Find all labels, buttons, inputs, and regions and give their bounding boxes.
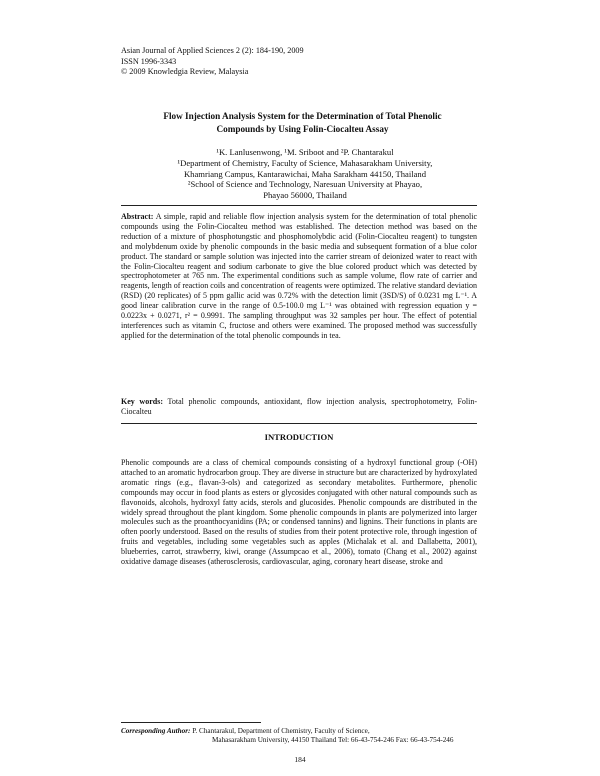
journal-copyright: © 2009 Knowledgia Review, Malaysia [121, 67, 249, 77]
keywords-label: Key words: [121, 397, 163, 406]
author-names: ¹K. Lanlusenwong, ¹M. Sriboot and ²P. Chantarakul [216, 147, 394, 157]
footnote-rule [121, 722, 261, 723]
corresponding-author [121, 727, 477, 745]
corresponding-line1: P. Chantarakul, Department of Chemistry, Faculty of Science, [192, 727, 370, 735]
journal-info [121, 46, 304, 78]
abstract-top-rule [121, 205, 477, 206]
keywords [121, 397, 477, 417]
paper-title: Flow Injection Analysis System for the Determination of Total Phenolic Compounds by Using Folin-Ciocalteu Assay [163, 111, 442, 134]
abstract-text: A simple, rapid and reliable flow injection analysis system for the determination of total phenolic compounds using the Folin-Ciocalteu method was established. The detection method was based on the reduction of a mixture of phosphotungstic and phosphomolybdic acid (Folin-Ciocalteu reagent) to tungsten and molybdenum oxide by phenolic compounds in the basic media and subsequent formation of a blue color product. The standard or sample solution was injected into the carrier stream of deionized water to react with the Folin-Ciocalteu reagent and sodium carbonate to give the blue colored product which was detected by spectrophotometer at 765 nm. The experimental conditions such as sample volume, flow rate of carrier and reagents, length of reaction coils and concentration of reagents were optimized. The relative standard deviation (RSD) (20 replicates) of 5 ppm gallic acid was 0.72% with the detection limit (3SD/S) of 0.0231 mg L⁻¹. A good linear calibration curve in the range of 0.5-100.0 mg L⁻¹ was obtained with regression equation y = 0.0223x + 0.0271, r² = 0.9991. The sampling throughput was 32 samples per hour. The effect of potential interferences such as vitamin C, fructose and others were examined. The proposed method was successfully applied for the determination of the total phenolic compounds in tea. [121, 212, 477, 340]
affiliation-2: ²School of Science and Technology, Naresuan University at Phayao, [187, 179, 423, 190]
page-number: 184 [294, 755, 306, 764]
author-block [140, 147, 470, 201]
section-heading-introduction: INTRODUCTION [264, 432, 334, 442]
affiliation-1-address: Khamriang Campus, Kantarawichai, Maha Sarakham 44150, Thailand [183, 168, 427, 179]
abstract [121, 212, 477, 341]
corresponding-line2: Mahasarakham University, 44150 Thailand Tel: 66-43-754-246 Fax: 66-43-754-246 [212, 736, 454, 744]
corresponding-label: Corresponding Author: [121, 727, 191, 735]
affiliation-1: ¹Department of Chemistry, Faculty of Science, Mahasarakham University, [177, 157, 433, 168]
keywords-text: Total phenolic compounds, antioxidant, flow injection analysis, spectrophotometry, Folin-Ciocalteu [121, 397, 478, 416]
affiliation-2-address: Phayao 56000, Thailand [263, 190, 347, 201]
abstract-label: Abstract: [121, 212, 154, 221]
abstract-bottom-rule [121, 423, 477, 424]
journal-citation: Asian Journal of Applied Sciences 2 (2): 184-190, 2009 [121, 46, 304, 55]
journal-issn: ISSN 1996-3343 [121, 56, 177, 66]
introduction-text: Phenolic compounds are a class of chemical compounds consisting of a hydroxyl functional group (-OH) attached to an aromatic hydrocarbon group. They are diverse in structure but are characterized by hydroxylated aromatic rings (e.g., flavan-3-ols) and categorized as secondary metabolites. Furthermore, phenolic compounds may occur in food plants as esters or glycosides conjugated with other natural compounds such as flavonoids, alcohols, hydroxyl fatty acids, sterols and glucosides. Phenolic compounds are distributed in the widely spread throughout the plant kingdom. Some phenolic compounds in plants are polymerized into larger molecules such as the proanthocyanidins (PA; or condensed tannins) and lignins. Their functions in plants are often poorly understood. Based on the results of studies from their potent protective role, through ingestion of fruits and vegetables, including some vegetables such as apples (Michalak et al. and Dallabetta, 2001), blueberries, carrot, strawberry, kiwi, orange (Assumpcao et al., 2006), tomato (Chang et al., 2002) against oxidative damage diseases (atherosclerosis, cardiovascular, aging, coronary heart disease, stroke and [121, 458, 477, 567]
